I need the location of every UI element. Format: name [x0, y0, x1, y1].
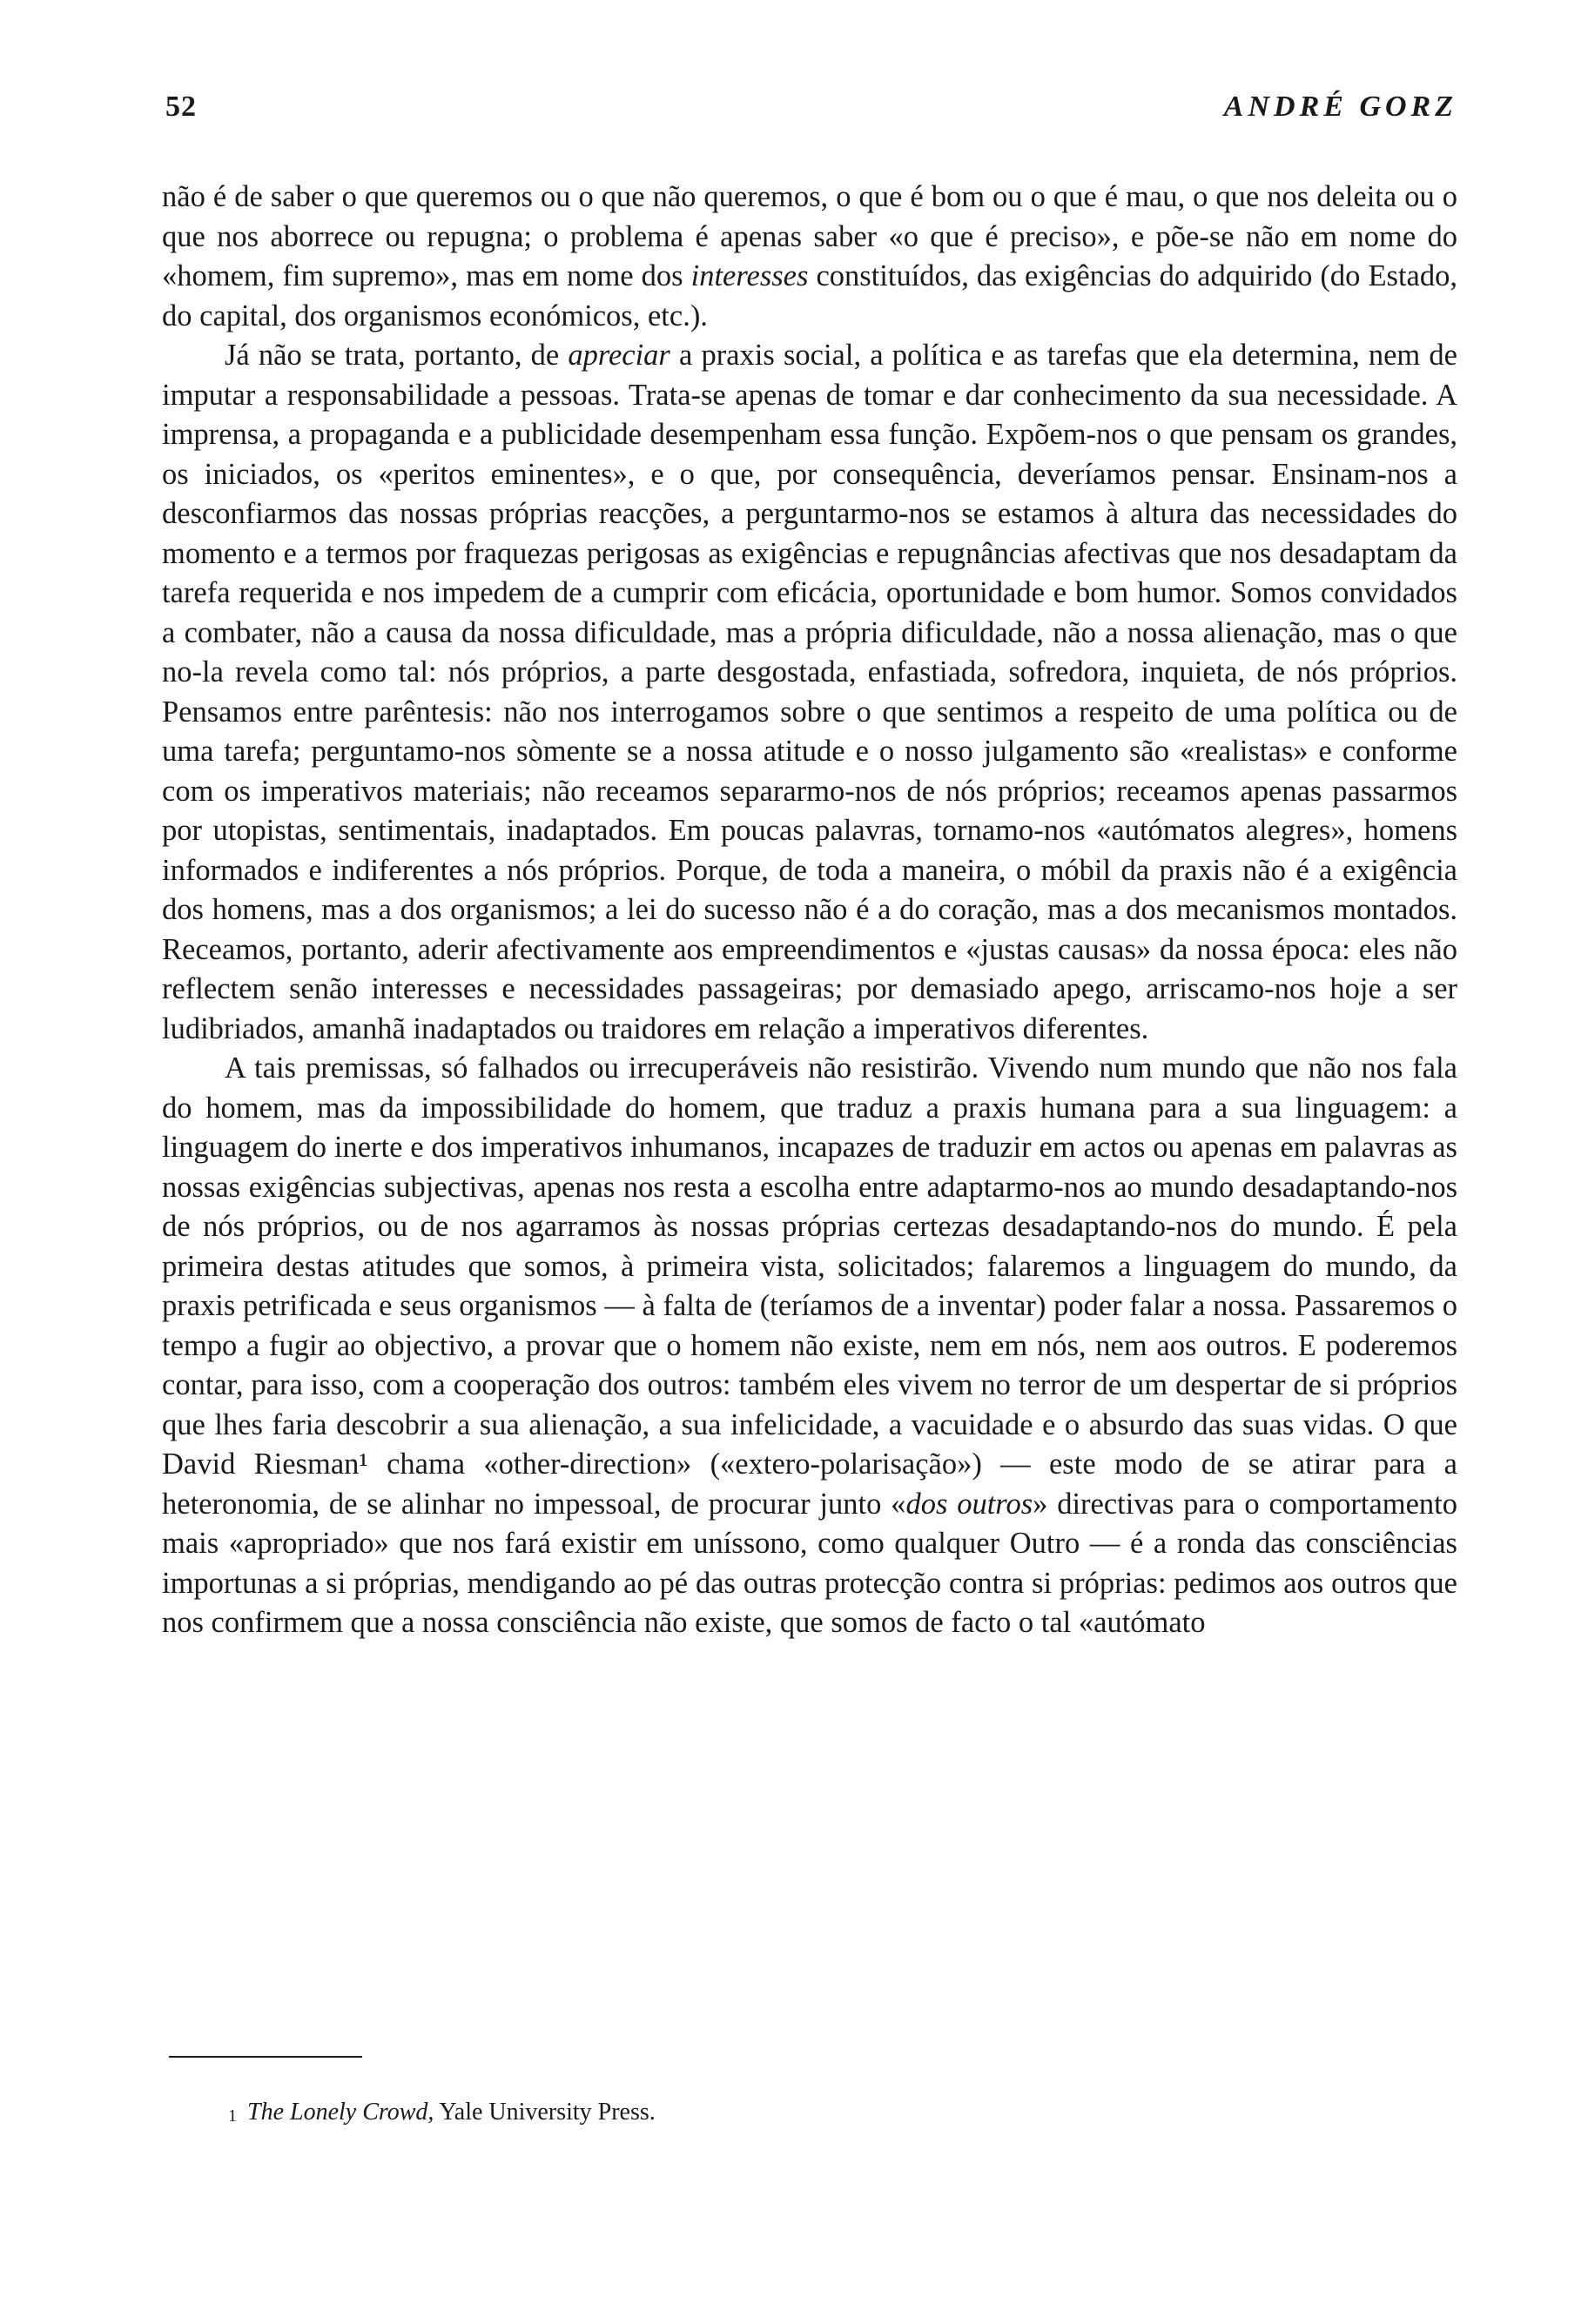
footnote-text: Yale University Press.: [434, 2099, 656, 2126]
emphasized-text: apreciar: [568, 339, 670, 372]
footnote-divider: [169, 2056, 362, 2058]
footnote-marker: 1: [228, 2106, 237, 2126]
paragraph: [162, 1049, 1457, 1643]
footnote-title: The Lonely Crowd,: [247, 2099, 434, 2126]
footnote: [228, 2098, 656, 2127]
paragraph-text: » directivas para o comportamento mais «apropriado» que nos fará existir em uníssono, como qualquer Outro — é a ronda das consciências importunas a si próprias, mendigando ao pé das outras protecção contra si próprias: pedimos aos outros que nos confirmem que a nossa consciência não existe, que somos de facto o tal «autómato: [162, 1487, 1457, 1639]
body-text: [162, 178, 1457, 1643]
paragraph-text: não é de saber o que queremos ou o que não queremos, o que é bom ou o que é mau, o que nos deleita ou o que nos aborrece ou repugna; o problema é apenas saber «o que é preciso», e põe-se não em nome do «homem, fim supremo», mas em nome dos: [162, 180, 1457, 292]
running-head: ANDRÉ GORZ: [1223, 91, 1457, 123]
page-number: 52: [165, 91, 197, 123]
emphasized-text: interesses: [690, 259, 809, 292]
paragraph: [162, 178, 1457, 336]
paragraph-text: a praxis social, a política e as tarefas que ela determina, nem de imputar a responsabilidade a pessoas. Trata-se apenas de tomar e dar conhecimento da sua necessidade. A imprensa, a propaganda e a publicidade desempenham essa função. Expõem-nos o que pensam os grandes, os iniciados, os «peritos eminentes», e o que, por consequência, deveríamos pensar. Ensinam-nos a desconfiarmos das nossas próprias reacções, a perguntarmo-nos se estamos à altura das necessidades do momento e a termos por fraquezas perigosas as exigências e repugnâncias afectivas que nos desadaptam da tarefa requerida e nos impedem de a cumprir com eficácia, oportunidade e bom humor. Somos convidados a combater, não a causa da nossa dificuldade, mas a própria dificuldade, não a nossa alienação, mas o que no-la revela como tal: nós próprios, a parte desgostada, enfastiada, sofredora, inquieta, de nós próprios. Pensamos entre parêntesis: não nos interrogamos sobre o que sentimos a respeito de uma política ou de uma tarefa; perguntamo-nos sòmente se a nossa atitude e o nosso julgamento são «realistas» e conforme com os imperativos materiais; não receamos separarmo-nos de nós próprios; receamos apenas passarmos por utopistas, sentimentais, inadaptados. Em poucas palavras, tornamo-nos «autómatos alegres», homens informados e indiferentes a nós próprios. Porque, de toda a maneira, o móbil da praxis não é a exigência dos homens, mas a dos organismos; a lei do sucesso não é a do coração, mas a dos mecanismos montados. Receamos, portanto, aderir afectivamente aos empreendimentos e «justas causas» da nossa época: eles não reflectem senão interesses e necessidades passageiras; por demasiado apego, arriscamo-nos hoje a ser ludibriados, amanhã inadaptados ou traidores em relação a imperativos diferentes.: [162, 339, 1457, 1045]
page-header: [162, 91, 1457, 134]
paragraph-text: Já não se trata, portanto, de: [225, 339, 569, 372]
emphasized-text: dos outros: [905, 1487, 1033, 1521]
paragraph-text: A tais premissas, só falhados ou irrecuperáveis não resistirão. Vivendo num mundo que não nos fala do homem, mas da impossibilidade do homem, que traduz a praxis humana para a sua linguagem: a linguagem do inerte e dos imperativos inhumanos, incapazes de traduzir em actos ou apenas em palavras as nossas exigências subjectivas, apenas nos resta a escolha entre adaptarmo-nos ao mundo desadaptando-nos de nós próprios, ou de nos agarramos às nossas próprias certezas desadaptando-nos do mundo. É pela primeira destas atitudes que somos, à primeira vista, solicitados; falaremos a linguagem do mundo, da praxis petrificada e seus organismos — à falta de (teríamos de a inventar) poder falar a nossa. Passaremos o tempo a fugir ao objectivo, a provar que o homem não existe, nem em nós, nem aos outros. E poderemos contar, para isso, com a cooperação dos outros: também eles vivem no terror de um despertar de si próprios que lhes faria descobrir a sua alienação, a sua infelicidade, a vacuidade e o absurdo das suas vidas. O que David Riesman¹ chama «other-direction» («extero-polarisação») — este modo de se atirar para a heteronomia, de se alinhar no impessoal, de procurar junto «: [162, 1051, 1457, 1521]
paragraph: [162, 336, 1457, 1049]
paragraph-text: constituídos, das exigências do adquirido (do Estado, do capital, dos organismos económicos, etc.).: [162, 259, 1457, 332]
